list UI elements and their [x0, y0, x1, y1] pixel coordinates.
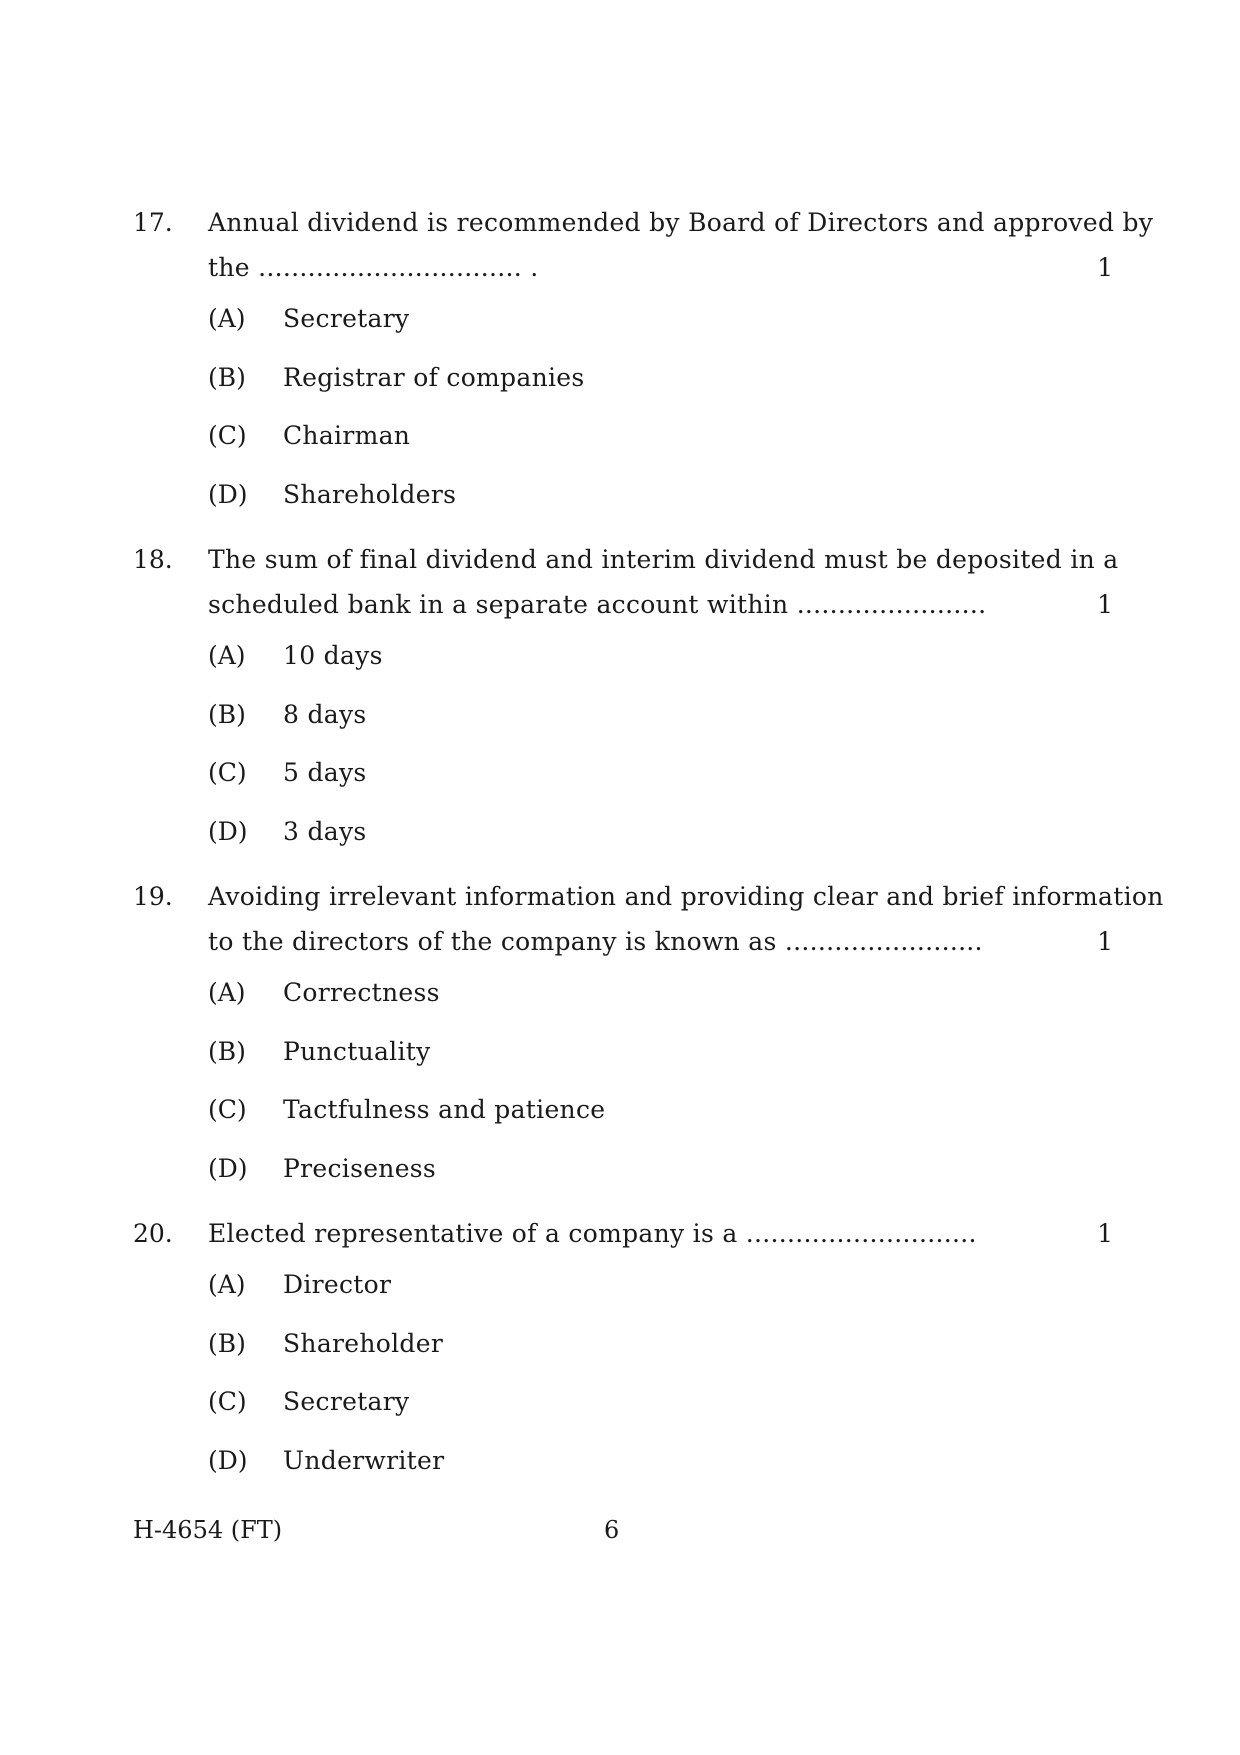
option-letter: (A): [208, 978, 246, 1007]
question-line: [133, 537, 1119, 582]
question-line: [133, 1211, 1113, 1256]
option-c: [133, 1095, 1113, 1154]
option-letter: (C): [208, 1095, 247, 1124]
question-marks: 1: [1097, 927, 1113, 956]
option-letter: (B): [208, 362, 246, 392]
question-line: [133, 874, 1164, 919]
option-d: [133, 480, 1113, 539]
option-letter: (D): [208, 816, 248, 846]
question-marks: 1: [1097, 1219, 1113, 1248]
question-text-line-2: scheduled bank in a separate account within .......................: [208, 590, 987, 619]
options-list: [133, 978, 1113, 1212]
question-20: [133, 1211, 1113, 1504]
option-text: 5 days: [283, 758, 367, 787]
option-text: 8 days: [283, 699, 367, 729]
option-b: [133, 1037, 1113, 1096]
options-list: [133, 641, 1113, 875]
option-letter: (B): [208, 1328, 246, 1358]
option-text: Punctuality: [283, 1036, 431, 1066]
question-text-line-2: to the directors of the company is known as ........................: [208, 927, 983, 956]
option-letter: (B): [208, 1036, 246, 1066]
question-line: [133, 919, 1113, 964]
option-b: [133, 700, 1113, 759]
option-a: [133, 1270, 1113, 1329]
option-c: [133, 758, 1113, 817]
question-17: [133, 200, 1154, 538]
option-letter: (C): [208, 421, 247, 450]
question-text-line-1: Annual dividend is recommended by Board of Directors and approved by: [208, 208, 1154, 237]
option-text: 3 days: [283, 816, 367, 846]
question-text-line-1: Elected representative of a company is a ............................: [208, 1219, 977, 1248]
option-a: [133, 978, 1113, 1037]
question-19: [133, 874, 1164, 1212]
option-letter: (A): [208, 1270, 246, 1299]
option-letter: (C): [208, 758, 247, 787]
option-text: Secretary: [283, 304, 410, 333]
page-number: 6: [604, 1516, 620, 1544]
option-c: [133, 1387, 1113, 1446]
options-list: [133, 1270, 1113, 1504]
question-marks: 1: [1097, 590, 1113, 619]
option-letter: (B): [208, 699, 246, 729]
question-number: 17.: [133, 208, 173, 237]
option-text: Director: [283, 1270, 392, 1299]
option-text: Shareholder: [283, 1328, 444, 1358]
question-line: [133, 245, 1113, 290]
option-d: [133, 1446, 1113, 1505]
option-text: Preciseness: [283, 1153, 437, 1183]
option-text: Tactfulness and patience: [283, 1095, 606, 1124]
option-text: Correctness: [283, 978, 440, 1007]
option-text: Secretary: [283, 1387, 410, 1416]
option-a: [133, 304, 1113, 363]
option-text: Shareholders: [283, 479, 457, 509]
option-b: [133, 363, 1113, 422]
option-letter: (D): [208, 1153, 248, 1183]
option-letter: (A): [208, 641, 246, 670]
question-line: [133, 200, 1154, 245]
option-d: [133, 1154, 1113, 1213]
paper-code: H-4654 (FT): [133, 1516, 283, 1544]
question-text-line-1: The sum of final dividend and interim dividend must be deposited in a: [208, 545, 1119, 574]
question-line: [133, 582, 1113, 627]
option-text: 10 days: [283, 641, 383, 670]
option-letter: (D): [208, 1445, 248, 1475]
question-text-line-2: the ................................ .: [208, 253, 539, 282]
question-marks: 1: [1097, 253, 1113, 282]
options-list: [133, 304, 1113, 538]
option-text: Registrar of companies: [283, 362, 585, 392]
option-c: [133, 421, 1113, 480]
question-18: [133, 537, 1119, 875]
question-number: 20.: [133, 1219, 173, 1248]
option-b: [133, 1329, 1113, 1388]
option-letter: (A): [208, 304, 246, 333]
question-number: 19.: [133, 882, 173, 911]
option-text: Underwriter: [283, 1445, 445, 1475]
option-d: [133, 817, 1113, 876]
option-letter: (C): [208, 1387, 247, 1416]
question-text-line-1: Avoiding irrelevant information and providing clear and brief information: [208, 882, 1164, 911]
question-number: 18.: [133, 545, 173, 574]
option-text: Chairman: [283, 421, 411, 450]
option-a: [133, 641, 1113, 700]
option-letter: (D): [208, 479, 248, 509]
